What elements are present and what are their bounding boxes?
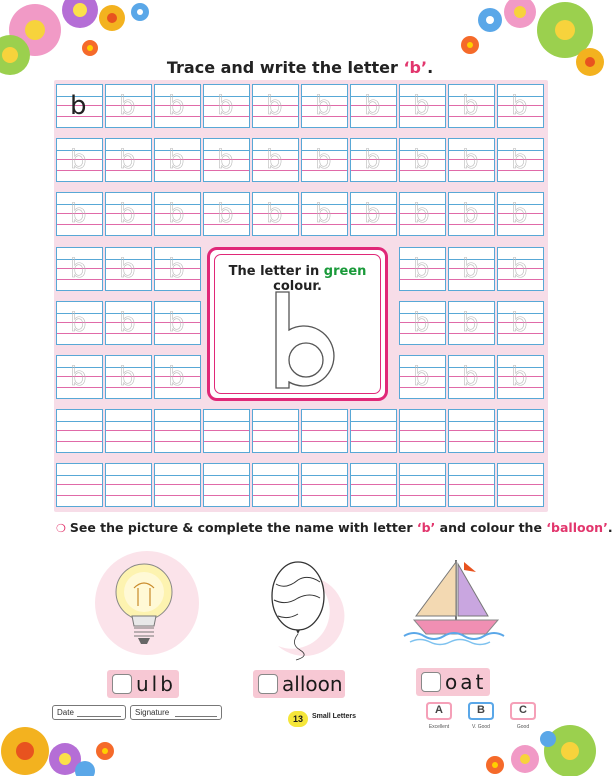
tracing-cell[interactable] (105, 301, 152, 345)
guide-line (204, 475, 249, 476)
dotted-letter: b (217, 91, 234, 121)
guide-line (498, 421, 543, 422)
grade-stamp[interactable] (511, 701, 535, 721)
guide-line (253, 441, 298, 442)
letter-colour-box (207, 247, 388, 401)
tracing-cell[interactable] (497, 138, 544, 182)
dotted-letter: b (70, 145, 87, 175)
dotted-letter: b (168, 199, 185, 229)
guide-line (400, 421, 445, 422)
tracing-cell[interactable] (105, 247, 152, 291)
page-section-label: Small Letters (312, 713, 356, 720)
guide-line (204, 495, 249, 496)
guide-line (253, 421, 298, 422)
dotted-letter: b (217, 145, 234, 175)
tracing-cell[interactable] (56, 247, 103, 291)
tracing-cell[interactable] (497, 355, 544, 399)
dotted-letter: b (119, 308, 136, 338)
letter-box-title-pre: The letter in (228, 264, 324, 279)
tracing-cell[interactable] (252, 192, 299, 236)
date-label: Date (57, 708, 74, 717)
tracing-cell[interactable] (301, 138, 348, 182)
guide-line (400, 430, 445, 431)
dotted-letter: b (511, 145, 528, 175)
guide-line (351, 484, 396, 485)
dotted-letter: b (413, 91, 430, 121)
grade-stamp[interactable] (427, 701, 451, 721)
big-letter-value: b (303, 394, 304, 395)
tracing-cell[interactable] (448, 138, 495, 182)
dotted-letter: b (364, 199, 381, 229)
word-boat (416, 668, 490, 696)
tracing-cell[interactable] (203, 84, 250, 128)
guide-line (57, 421, 102, 422)
guide-line (155, 430, 200, 431)
guide-line (400, 441, 445, 442)
dotted-letter: b (168, 91, 185, 121)
guide-line (351, 441, 396, 442)
tracing-cell[interactable] (56, 409, 103, 453)
guide-line (351, 421, 396, 422)
tracing-cell[interactable] (301, 84, 348, 128)
tracing-cell[interactable] (350, 138, 397, 182)
dotted-letter: b (511, 362, 528, 392)
grade-caption: Excellent (428, 724, 450, 730)
dotted-letter: b (511, 91, 528, 121)
model-letter: b (70, 91, 87, 121)
tracing-cell[interactable] (105, 355, 152, 399)
guide-line (498, 441, 543, 442)
tracing-cell[interactable] (399, 409, 446, 453)
tracing-cell[interactable] (252, 409, 299, 453)
guide-line (155, 421, 200, 422)
guide-line (253, 430, 298, 431)
tracing-cell[interactable] (399, 192, 446, 236)
tracing-cell[interactable] (56, 138, 103, 182)
tracing-cell[interactable] (350, 84, 397, 128)
instruction-pre: See the picture & complete the name with letter (69, 520, 417, 535)
grade-caption: Good (516, 724, 530, 730)
tracing-cell[interactable] (301, 463, 348, 507)
tracing-cell[interactable] (350, 409, 397, 453)
tracing-cell[interactable] (56, 301, 103, 345)
word-boat-text: oat (445, 670, 487, 694)
tracing-cell[interactable] (497, 192, 544, 236)
dotted-letter: b (413, 145, 430, 175)
guide-line (351, 475, 396, 476)
guide-line (204, 430, 249, 431)
guide-line (57, 475, 102, 476)
balloon-picture[interactable] (246, 548, 356, 658)
guide-line (302, 475, 347, 476)
signature-line (175, 716, 217, 717)
boat-picture (400, 556, 510, 646)
guide-line (106, 495, 151, 496)
dotted-letter: b (462, 91, 479, 121)
guide-line (498, 475, 543, 476)
guide-line (449, 484, 494, 485)
tracing-cell[interactable] (399, 84, 446, 128)
tracing-cell[interactable] (448, 192, 495, 236)
dotted-letter: b (462, 308, 479, 338)
guide-line (253, 484, 298, 485)
guide-line (449, 495, 494, 496)
tracing-cell[interactable] (301, 409, 348, 453)
tracing-cell[interactable] (448, 355, 495, 399)
bullet-icon: ❍ (56, 522, 66, 535)
dotted-letter: b (315, 145, 332, 175)
dotted-letter: b (462, 362, 479, 392)
dotted-letter: b (364, 145, 381, 175)
tracing-cell[interactable] (203, 192, 250, 236)
tracing-cell[interactable] (56, 463, 103, 507)
dotted-letter: b (119, 362, 136, 392)
guide-line (302, 484, 347, 485)
guide-line (253, 475, 298, 476)
tracing-cell[interactable] (154, 463, 201, 507)
dotted-letter: b (70, 254, 87, 284)
date-field[interactable] (52, 705, 126, 720)
dotted-letter: b (511, 199, 528, 229)
letter-box-title-post: colour. (273, 279, 322, 294)
dotted-letter: b (266, 145, 283, 175)
tracing-cell[interactable] (154, 192, 201, 236)
instruction-word: ‘balloon’ (546, 520, 608, 535)
instruction-letter: ‘b’ (416, 520, 436, 535)
guide-line (155, 495, 200, 496)
guide-line (57, 441, 102, 442)
tracing-cell[interactable] (56, 192, 103, 236)
dotted-letter: b (70, 199, 87, 229)
tracing-cell[interactable] (448, 301, 495, 345)
guide-line (204, 484, 249, 485)
dotted-letter: b (119, 254, 136, 284)
tracing-cell[interactable] (105, 84, 152, 128)
title-text: Trace and write the letter (166, 58, 404, 77)
tracing-cell[interactable] (399, 247, 446, 291)
guide-line (106, 475, 151, 476)
title-end: . (427, 58, 434, 77)
tracing-cell[interactable] (448, 247, 495, 291)
tracing-cell[interactable] (105, 463, 152, 507)
dotted-letter: b (119, 145, 136, 175)
tracing-cell[interactable] (448, 463, 495, 507)
guide-line (155, 475, 200, 476)
tracing-cell[interactable] (154, 84, 201, 128)
outline-letter-b[interactable] (258, 286, 348, 396)
guide-line (57, 495, 102, 496)
word-bulb (107, 670, 179, 698)
tracing-cell[interactable] (497, 409, 544, 453)
grade-letter: A (435, 704, 443, 716)
tracing-cell[interactable] (497, 301, 544, 345)
tracing-cell[interactable] (154, 409, 201, 453)
dotted-letter: b (266, 91, 283, 121)
tracing-cell[interactable] (399, 138, 446, 182)
dotted-letter: b (70, 308, 87, 338)
guide-line (204, 421, 249, 422)
word-bulb-text: ulb (136, 672, 176, 696)
letter-input-box-boat[interactable] (421, 672, 441, 692)
signature-label: Signature (135, 708, 170, 717)
tracing-cell[interactable] (105, 138, 152, 182)
letter-input-box-balloon[interactable] (258, 674, 278, 694)
guide-line (106, 484, 151, 485)
guide-line (351, 430, 396, 431)
dotted-letter: b (315, 91, 332, 121)
tracing-cell[interactable] (399, 355, 446, 399)
tracing-cell[interactable] (203, 409, 250, 453)
guide-line (106, 430, 151, 431)
tracing-cell[interactable] (350, 192, 397, 236)
letter-input-box-bulb[interactable] (112, 674, 132, 694)
bulb-picture (92, 548, 202, 658)
tracing-cell[interactable] (154, 138, 201, 182)
guide-line (302, 421, 347, 422)
dotted-letter: b (413, 199, 430, 229)
tracing-cell[interactable] (350, 463, 397, 507)
tracing-cell[interactable] (399, 301, 446, 345)
instruction-text (56, 520, 613, 535)
grade-letter: B (477, 704, 485, 716)
guide-line (57, 430, 102, 431)
word-balloon (253, 670, 345, 698)
instruction-post: . (607, 520, 613, 535)
guide-line (155, 484, 200, 485)
dotted-letter: b (168, 145, 185, 175)
tracing-cell[interactable] (252, 138, 299, 182)
guide-line (498, 430, 543, 431)
word-balloon-text: alloon (282, 672, 343, 696)
dotted-letter: b (266, 199, 283, 229)
tracing-cell[interactable] (497, 247, 544, 291)
dotted-letter: b (511, 254, 528, 284)
guide-line (449, 421, 494, 422)
dotted-letter: b (364, 91, 381, 121)
page-title (0, 58, 600, 77)
dotted-letter: b (413, 254, 430, 284)
tracing-cell[interactable] (252, 84, 299, 128)
dotted-letter: b (119, 199, 136, 229)
tracing-cell[interactable] (203, 138, 250, 182)
tracing-cell[interactable] (105, 192, 152, 236)
tracing-cell[interactable] (154, 301, 201, 345)
page-number: 13 (288, 711, 308, 727)
dotted-letter: b (413, 362, 430, 392)
guide-line (106, 441, 151, 442)
instruction-mid: and colour the (435, 520, 547, 535)
tracing-cell[interactable] (448, 409, 495, 453)
guide-line (400, 475, 445, 476)
guide-line (449, 475, 494, 476)
grade-caption: V. Good (472, 724, 490, 730)
guide-line (106, 421, 151, 422)
tracing-cell[interactable] (448, 84, 495, 128)
dotted-letter: b (168, 254, 185, 284)
tracing-cell[interactable] (56, 355, 103, 399)
date-line (77, 716, 121, 717)
tracing-cell[interactable] (399, 463, 446, 507)
guide-line (253, 495, 298, 496)
tracing-cell[interactable] (56, 84, 103, 128)
tracing-cell[interactable] (301, 192, 348, 236)
tracing-cell[interactable] (154, 355, 201, 399)
guide-line (302, 441, 347, 442)
dotted-letter: b (168, 362, 185, 392)
grade-stamp[interactable] (469, 701, 493, 721)
tracing-cell[interactable] (497, 84, 544, 128)
dotted-letter: b (315, 199, 332, 229)
guide-line (302, 495, 347, 496)
guide-line (400, 495, 445, 496)
dotted-letter: b (70, 362, 87, 392)
tracing-cell[interactable] (203, 463, 250, 507)
guide-line (302, 430, 347, 431)
signature-field[interactable] (130, 705, 222, 720)
tracing-cell[interactable] (154, 247, 201, 291)
guide-line (400, 484, 445, 485)
title-letter: ‘b’ (403, 58, 428, 77)
grade-letter: C (519, 704, 527, 716)
guide-line (498, 484, 543, 485)
tracing-cell[interactable] (252, 463, 299, 507)
guide-line (155, 441, 200, 442)
dotted-letter: b (511, 308, 528, 338)
guide-line (449, 430, 494, 431)
dotted-letter: b (462, 254, 479, 284)
dotted-letter: b (462, 199, 479, 229)
guide-line (449, 441, 494, 442)
guide-line (57, 484, 102, 485)
tracing-cell[interactable] (497, 463, 544, 507)
guide-line (498, 495, 543, 496)
dotted-letter: b (217, 199, 234, 229)
letter-box-color-word: green (323, 264, 367, 279)
dotted-letter: b (413, 308, 430, 338)
dotted-letter: b (119, 91, 136, 121)
dotted-letter: b (462, 145, 479, 175)
tracing-cell[interactable] (105, 409, 152, 453)
guide-line (351, 495, 396, 496)
guide-line (204, 441, 249, 442)
dotted-letter: b (168, 308, 185, 338)
